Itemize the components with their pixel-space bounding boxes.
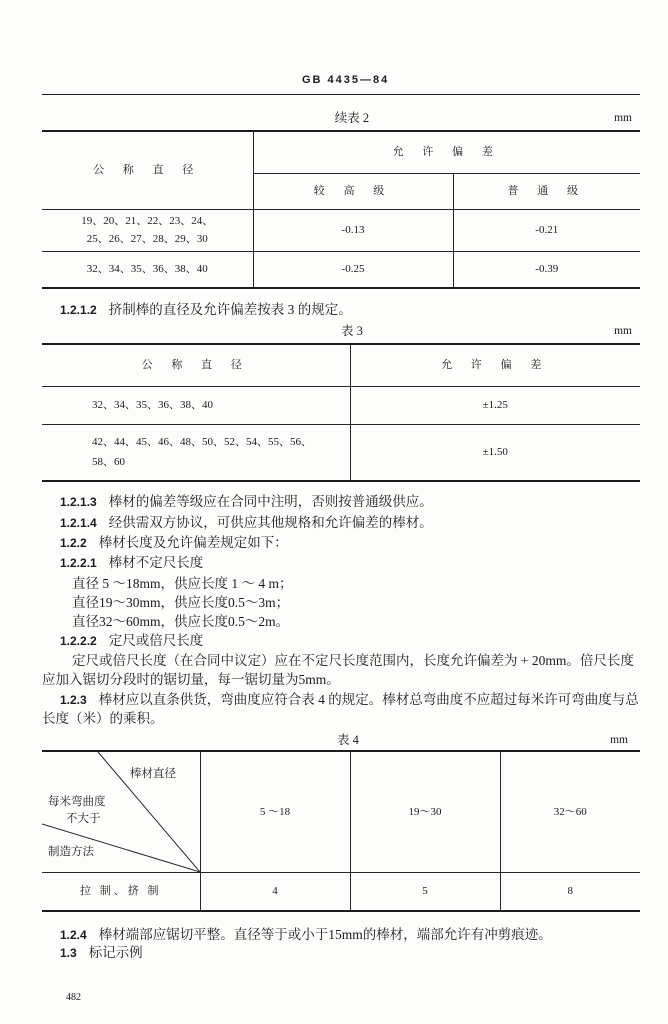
header-rule <box>42 94 640 95</box>
bend-value: 8 <box>500 873 640 911</box>
length-spec-line: 直径 5 ～18mm，供应长度 1 ～ 4 m； <box>72 576 293 591</box>
clause-line <box>60 632 203 650</box>
table-4-caption: 表 4 <box>337 733 359 747</box>
clause-number: 1.2.3 <box>60 693 87 707</box>
clause-number: 1.2.4 <box>60 928 87 942</box>
corner-bend-label-2: 不大于 <box>66 813 101 825</box>
clause-number: 1.2.2.2 <box>60 634 97 648</box>
nominal-diameter-header: 公 称 直 径 <box>42 344 350 386</box>
corner-method-label: 制造方法 <box>48 846 94 858</box>
tolerance-value: ±1.25 <box>350 386 640 424</box>
diameter-list-line: 32、34、35、36、38、40 <box>92 399 213 411</box>
length-spec-line: 直径19～30mm，供应长度0.5～3m； <box>72 595 290 610</box>
clause-text: 挤制棒的直径及允许偏差按表 3 的规定。 <box>108 302 352 317</box>
clause-text: 定尺或倍尺长度 <box>108 633 204 648</box>
paragraph-line: 定尺或倍尺长度（在合同中议定）应在不定尺长度范围内，长度允许偏差为 + 20mm。倍尺长度 <box>72 653 634 668</box>
method-cell: 拉 制、挤 制 <box>42 873 200 911</box>
table-row <box>42 424 640 481</box>
clause-line <box>60 944 143 962</box>
table-3 <box>42 343 640 482</box>
clause-number: 1.2.1.4 <box>60 516 97 530</box>
standard-code: GB 4435—84 <box>302 74 390 86</box>
diameter-range-header: 32～60 <box>500 751 640 873</box>
grade-high-header: 较 高 级 <box>253 173 453 209</box>
table-row <box>42 873 640 911</box>
high-grade-value: -0.13 <box>253 209 453 251</box>
clause-number: 1.2.2 <box>60 536 87 550</box>
length-spec-line: 直径32～60mm，供应长度0.5～2m。 <box>72 614 290 629</box>
corner-diameter-label: 棒材直径 <box>130 768 176 780</box>
clause-text: 棒材长度及允许偏差规定如下： <box>98 535 288 550</box>
table-3-header-row <box>42 344 640 386</box>
table-4-unit: mm <box>610 734 628 746</box>
normal-grade-value: -0.21 <box>453 209 640 251</box>
table-2-unit: mm <box>614 112 632 124</box>
clause-number: 1.2.1.2 <box>60 303 97 317</box>
paragraph-line: 应加入锯切分段时的锯切量，每一锯切量为5mm。 <box>42 672 340 687</box>
table-3-caption: 表 3 <box>341 324 363 338</box>
clause-text: 棒材的偏差等级应在合同中注明，否则按普通级供应。 <box>108 494 433 509</box>
diameter-list-line: 42、44、45、46、48、50、52、54、55、56、 <box>92 436 312 449</box>
tolerance-header: 允 许 偏 差 <box>253 131 640 173</box>
clause-number: 1.2.2.1 <box>60 556 97 570</box>
table-2-caption: 续表 2 <box>334 111 370 125</box>
clause-line <box>60 691 639 709</box>
clause-text: 棒材应以直条供货，弯曲度应符合表 4 的规定。棒材总弯曲度不应超过每米许可弯曲度与总 <box>98 692 639 707</box>
bend-value: 5 <box>350 873 500 911</box>
table-4-header-row <box>42 751 640 873</box>
table-3-unit: mm <box>614 325 632 337</box>
bend-value: 4 <box>200 873 350 911</box>
clause-line <box>60 554 203 572</box>
diameter-cell <box>42 209 253 251</box>
nominal-diameter-header: 公 称 直 径 <box>42 131 253 209</box>
high-grade-value: -0.25 <box>253 251 453 288</box>
clause-line <box>60 301 352 319</box>
normal-grade-value: -0.39 <box>453 251 640 288</box>
table-2 <box>42 130 640 289</box>
page-number: 482 <box>66 992 81 1003</box>
clause-number: 1.3 <box>60 946 77 960</box>
table-row <box>42 209 640 251</box>
clause-line <box>60 926 552 944</box>
table-4 <box>42 750 640 912</box>
clause-text: 棒材端部应锯切平整。直径等于或小于15mm的棒材，端部允许有冲剪痕迹。 <box>98 927 552 942</box>
clause-text: 经供需双方协议，可供应其他规格和允许偏差的棒材。 <box>108 515 433 530</box>
grade-normal-header: 普 通 级 <box>453 173 640 209</box>
diameter-list-line: 32、34、35、36、38、40 <box>86 263 208 276</box>
clause-line <box>60 534 288 552</box>
diagonal-header-cell <box>42 751 200 873</box>
clause-text: 棒材不定尺长度 <box>108 555 204 570</box>
corner-bend-label: 每米弯曲度 <box>48 796 106 808</box>
diameter-list-line: 25、26、27、28、29、30 <box>86 233 208 245</box>
table-2-header-row <box>42 131 640 173</box>
diameter-list-line: 58、60 <box>92 456 125 469</box>
clause-text: 标记示例 <box>88 945 143 960</box>
paragraph-line: 长度（米）的乘积。 <box>42 711 164 726</box>
diameter-range-header: 19～30 <box>350 751 500 873</box>
diameter-cell <box>42 424 350 481</box>
diameter-range-header: 5 ～18 <box>200 751 350 873</box>
table-row <box>42 251 640 288</box>
tolerance-header: 允 许 偏 差 <box>350 344 640 386</box>
clause-line <box>60 514 433 532</box>
diameter-list-line: 19、20、21、22、23、24、 <box>81 215 214 227</box>
diameter-cell <box>42 251 253 288</box>
diagonal-header <box>42 752 200 872</box>
table-row <box>42 386 640 424</box>
clause-number: 1.2.1.3 <box>60 495 97 509</box>
clause-line <box>60 493 433 511</box>
diameter-cell <box>42 386 350 424</box>
tolerance-value: ±1.50 <box>350 424 640 481</box>
